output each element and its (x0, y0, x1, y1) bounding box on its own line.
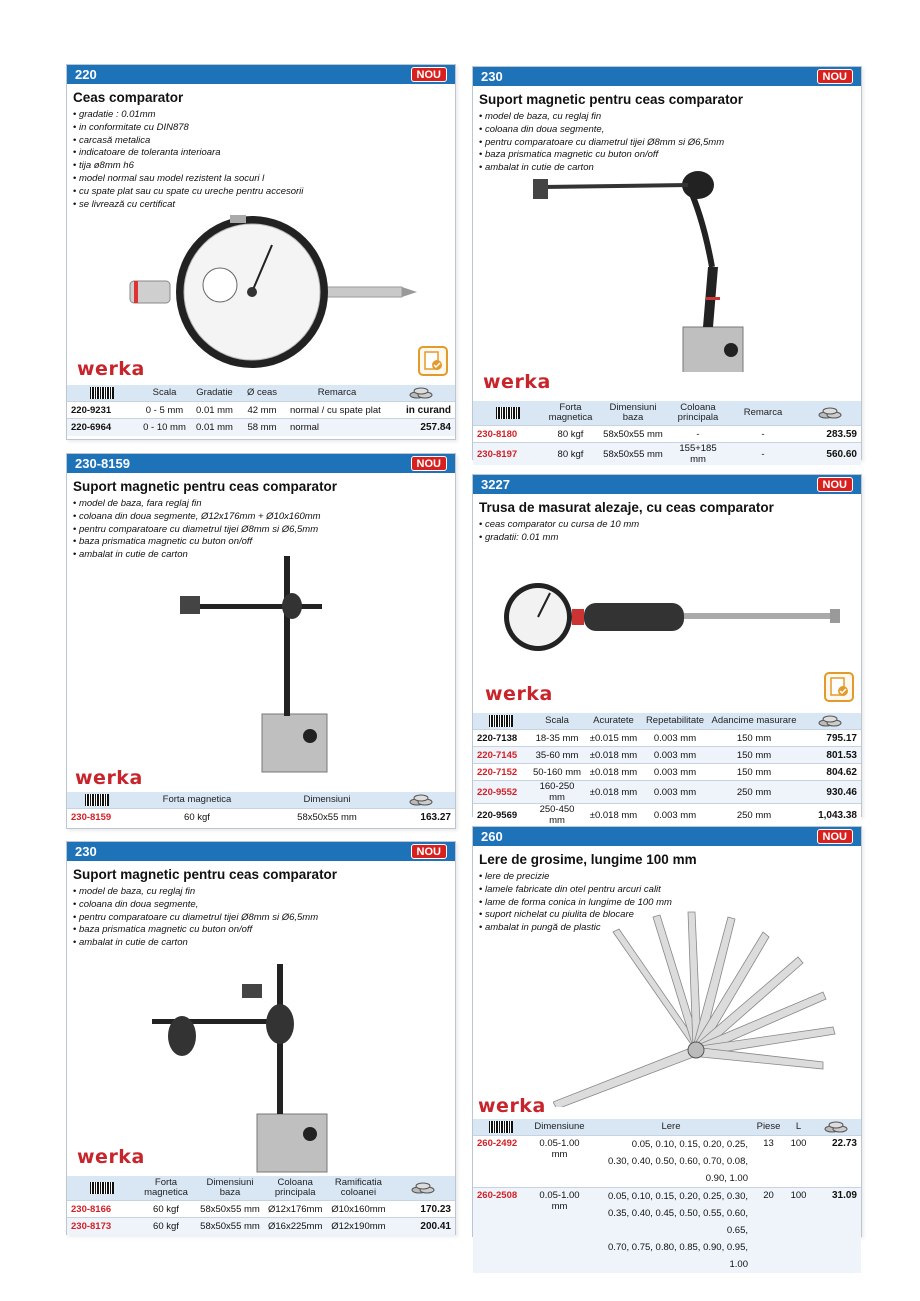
feature-item: • ceas comparator cu cursa de 10 mm (479, 519, 861, 532)
new-badge: NOU (411, 456, 447, 471)
feature-item: • suport nichelat cu piulita de blocare (479, 909, 861, 922)
feature-item: • cu spate plat sau cu spate cu ureche pentru accesorii (73, 186, 455, 199)
column-header: Scala (152, 387, 177, 398)
feature-item: • gradatie : 0.01mm (73, 109, 455, 122)
table-row: 230-8180 80 kgf 58x50x55 mm - - 283.59 (473, 426, 861, 443)
table-row: 230-8159 60 kgf 58x50x55 mm 163.27 (67, 809, 455, 826)
spec-table (473, 713, 861, 826)
feature-item: • pentru comparatoare cu diametrul tijei Ø8mm si Ø6,5mm (73, 524, 455, 537)
card-header (473, 475, 861, 494)
table-row: 230-8173 60 kgf 58x50x55 mm Ø16x225mm Ø12x190mm 200.41 (67, 1218, 455, 1235)
table-row: 220-9231 0 - 5 mm 0.01 mm 42 mm normal / cu spate plat in curand (67, 402, 455, 419)
feature-item: • model de baza, cu reglaj fin (73, 886, 455, 899)
product-title: Suport magnetic pentru ceas comparator (479, 92, 744, 107)
lere-cell: 0.05, 0.10, 0.15, 0.20, 0.25, 0.30, 0.35, 0.40, 0.45, 0.50, 0.55, 0.60, 0.65, 0.70, 0.75, 0.80, 0.85, 0.90, 0.95, 1.00 (591, 1188, 751, 1274)
product-title: Suport magnetic pentru ceas comparator (73, 867, 338, 882)
magnetic-stand-image (172, 556, 332, 776)
feature-item: • ambalat in pungă de plastic (479, 922, 861, 935)
table-row: 220-7152 50-160 mm ±0.018 mm 0.003 mm 150 mm 804.62 (473, 764, 861, 781)
column-header: Repetabilitate (645, 715, 705, 726)
brand-logo: werka (77, 358, 145, 380)
column-header: Adancime masurare (711, 715, 797, 726)
feature-item: • se livrează cu certificat (73, 199, 455, 212)
product-card-260 (472, 826, 862, 1270)
brand-logo: werka (77, 1146, 145, 1168)
column-header: Forta magnetica (548, 402, 593, 423)
barcode-icon (496, 407, 520, 419)
dial-indicator-image (122, 215, 422, 375)
bore-gauge-image (488, 575, 848, 655)
feature-item: • coloana din doua segmente, (479, 124, 861, 137)
barcode-icon (489, 715, 513, 727)
coins-icon (408, 387, 434, 399)
column-header: Ramificatia coloanei (334, 1177, 382, 1198)
feature-list (73, 886, 455, 950)
column-header: Acuratete (593, 715, 634, 726)
feature-item: • model normal sau model rezistent la socuri l (73, 173, 455, 186)
column-header: Dimensiuni (303, 794, 351, 805)
column-header: Gradatie (196, 387, 233, 398)
feature-list (479, 519, 861, 545)
feature-item: • ambalat in cutie de carton (479, 162, 861, 175)
feature-item: • carcasă metalica (73, 135, 455, 148)
magnetic-stand-image (152, 964, 332, 1174)
coins-icon (823, 1121, 849, 1133)
barcode-icon (90, 387, 114, 399)
table-row: 260-2492 0.05-1.00 mm 0.05, 0.10, 0.15, 0.20, 0.25, 0.30, 0.40, 0.50, 0.60, 0.70, 0.08, 0.90, 1.00 13 100 22.73 (473, 1136, 861, 1188)
column-header: Dimensiuni baza (206, 1177, 254, 1198)
column-header: Remarca (743, 407, 783, 418)
product-code: 3227 (481, 477, 510, 492)
product-code: 230-8159 (75, 456, 130, 471)
feature-item: • pentru comparatoare cu diametrul tijei Ø8mm si Ø6,5mm (479, 137, 861, 150)
column-header: Dimensiuni baza (609, 402, 657, 423)
feature-list (73, 498, 455, 562)
coins-icon (408, 794, 434, 806)
product-code: 260 (481, 829, 503, 844)
feature-item: • ambalat in cutie de carton (73, 937, 455, 950)
feature-item: • baza prismatica magnetic cu buton on/off (73, 536, 455, 549)
table-row: 220-7138 18-35 mm ±0.015 mm 0.003 mm 150 mm 795.17 (473, 730, 861, 747)
product-card-230-a (472, 66, 862, 465)
product-card-230-b (66, 841, 456, 1235)
new-badge: NOU (817, 829, 853, 844)
feature-item: • lamele fabricate din otel pentru arcuri calit (479, 884, 861, 897)
product-title: Suport magnetic pentru ceas comparator (73, 479, 338, 494)
product-title: Trusa de masurat alezaje, cu ceas comparator (479, 500, 774, 515)
table-row: 230-8166 60 kgf 58x50x55 mm Ø12x176mm Ø10x160mm 170.23 (67, 1201, 455, 1218)
certificate-icon (824, 672, 854, 702)
feature-item: • coloana din doua segmente, Ø12x176mm + Ø10x160mm (73, 511, 455, 524)
feeler-gauge-image (553, 907, 853, 1107)
product-code: 230 (75, 844, 97, 859)
column-header: Coloana principala (274, 1177, 316, 1198)
brand-logo: werka (485, 683, 553, 705)
spec-table (473, 1119, 861, 1273)
product-card-3227 (472, 474, 862, 826)
product-card-220 (66, 64, 456, 440)
feature-item: • pentru comparatoare cu diametrul tijei Ø8mm si Ø6,5mm (73, 912, 455, 925)
feature-item: • model de baza, cu reglaj fin (479, 111, 861, 124)
feature-item: • baza prismatica magnetic cu buton on/off (73, 924, 455, 937)
magnetic-stand-image (528, 157, 788, 372)
column-header: Piese (756, 1121, 781, 1132)
spec-table (473, 401, 861, 465)
new-badge: NOU (411, 67, 447, 82)
feature-item: • in conformitate cu DIN878 (73, 122, 455, 135)
feature-item: • lere de precizie (479, 871, 861, 884)
feature-list (73, 109, 455, 211)
new-badge: NOU (817, 477, 853, 492)
spec-table (67, 1176, 455, 1235)
card-header (67, 454, 455, 473)
new-badge: NOU (817, 69, 853, 84)
card-header (473, 67, 861, 86)
column-header: Remarca (317, 387, 357, 398)
column-header: Lere (661, 1121, 681, 1132)
brand-logo: werka (75, 767, 143, 789)
lere-cell: 0.05, 0.10, 0.15, 0.20, 0.25, 0.30, 0.40, 0.50, 0.60, 0.70, 0.08, 0.90, 1.00 (591, 1136, 751, 1188)
coins-icon (817, 407, 843, 419)
new-badge: NOU (411, 844, 447, 859)
brand-logo: werka (483, 371, 551, 393)
table-row: 220-9569 250-450 mm ±0.018 mm 0.003 mm 250 mm 1,043.38 (473, 804, 861, 827)
barcode-icon (90, 1182, 114, 1194)
column-header: Dimensiune (534, 1121, 585, 1132)
coins-icon (410, 1182, 436, 1194)
table-row: 230-8197 80 kgf 58x50x55 mm 155+185 mm - 560.60 (473, 443, 861, 466)
column-header: L (795, 1121, 802, 1132)
barcode-icon (489, 1121, 513, 1133)
feature-item: • gradatii: 0.01 mm (479, 532, 861, 545)
table-row: 220-9552 160-250 mm ±0.018 mm 0.003 mm 250 mm 930.46 (473, 781, 861, 804)
column-header: Coloana principala (677, 402, 719, 423)
card-header (473, 827, 861, 846)
product-card-230-8159 (66, 453, 456, 829)
feature-item: • lame de forma conica in lungime de 100 mm (479, 897, 861, 910)
product-code: 230 (481, 69, 503, 84)
spec-table (67, 385, 455, 436)
column-header: Scala (545, 715, 569, 726)
table-row: 220-7145 35-60 mm ±0.018 mm 0.003 mm 150 mm 801.53 (473, 747, 861, 764)
product-code: 220 (75, 67, 97, 82)
feature-item: • baza prismatica magnetic cu buton on/off (479, 149, 861, 162)
brand-logo: werka (478, 1095, 546, 1117)
card-header (67, 842, 455, 861)
barcode-icon (85, 794, 109, 806)
feature-item: • tija ø8mm h6 (73, 160, 455, 173)
feature-item: • model de baza, fara reglaj fin (73, 498, 455, 511)
feature-item: • ambalat in cutie de carton (73, 549, 455, 562)
column-header: Ø ceas (246, 387, 278, 398)
column-header: Forta magnetica (144, 1177, 188, 1198)
table-row: 220-6964 0 - 10 mm 0.01 mm 58 mm normal 257.84 (67, 419, 455, 436)
column-header: Forta magnetica (162, 794, 232, 805)
coins-icon (817, 715, 843, 727)
spec-table (67, 792, 455, 826)
feature-item: • indicatoare de toleranta interioara (73, 147, 455, 160)
feature-item: • coloana din doua segmente, (73, 899, 455, 912)
product-title: Lere de grosime, lungime 100 mm (479, 852, 697, 867)
certificate-icon (418, 346, 448, 376)
card-header (67, 65, 455, 84)
table-row: 260-2508 0.05-1.00 mm 0.05, 0.10, 0.15, 0.20, 0.25, 0.30, 0.35, 0.40, 0.45, 0.50, 0.55, 0.60, 0.65, 0.70, 0.75, 0.80, 0.85, 0.90, 0.95, 1.00 20 100 31.09 (473, 1188, 861, 1274)
product-title: Ceas comparator (73, 90, 184, 105)
